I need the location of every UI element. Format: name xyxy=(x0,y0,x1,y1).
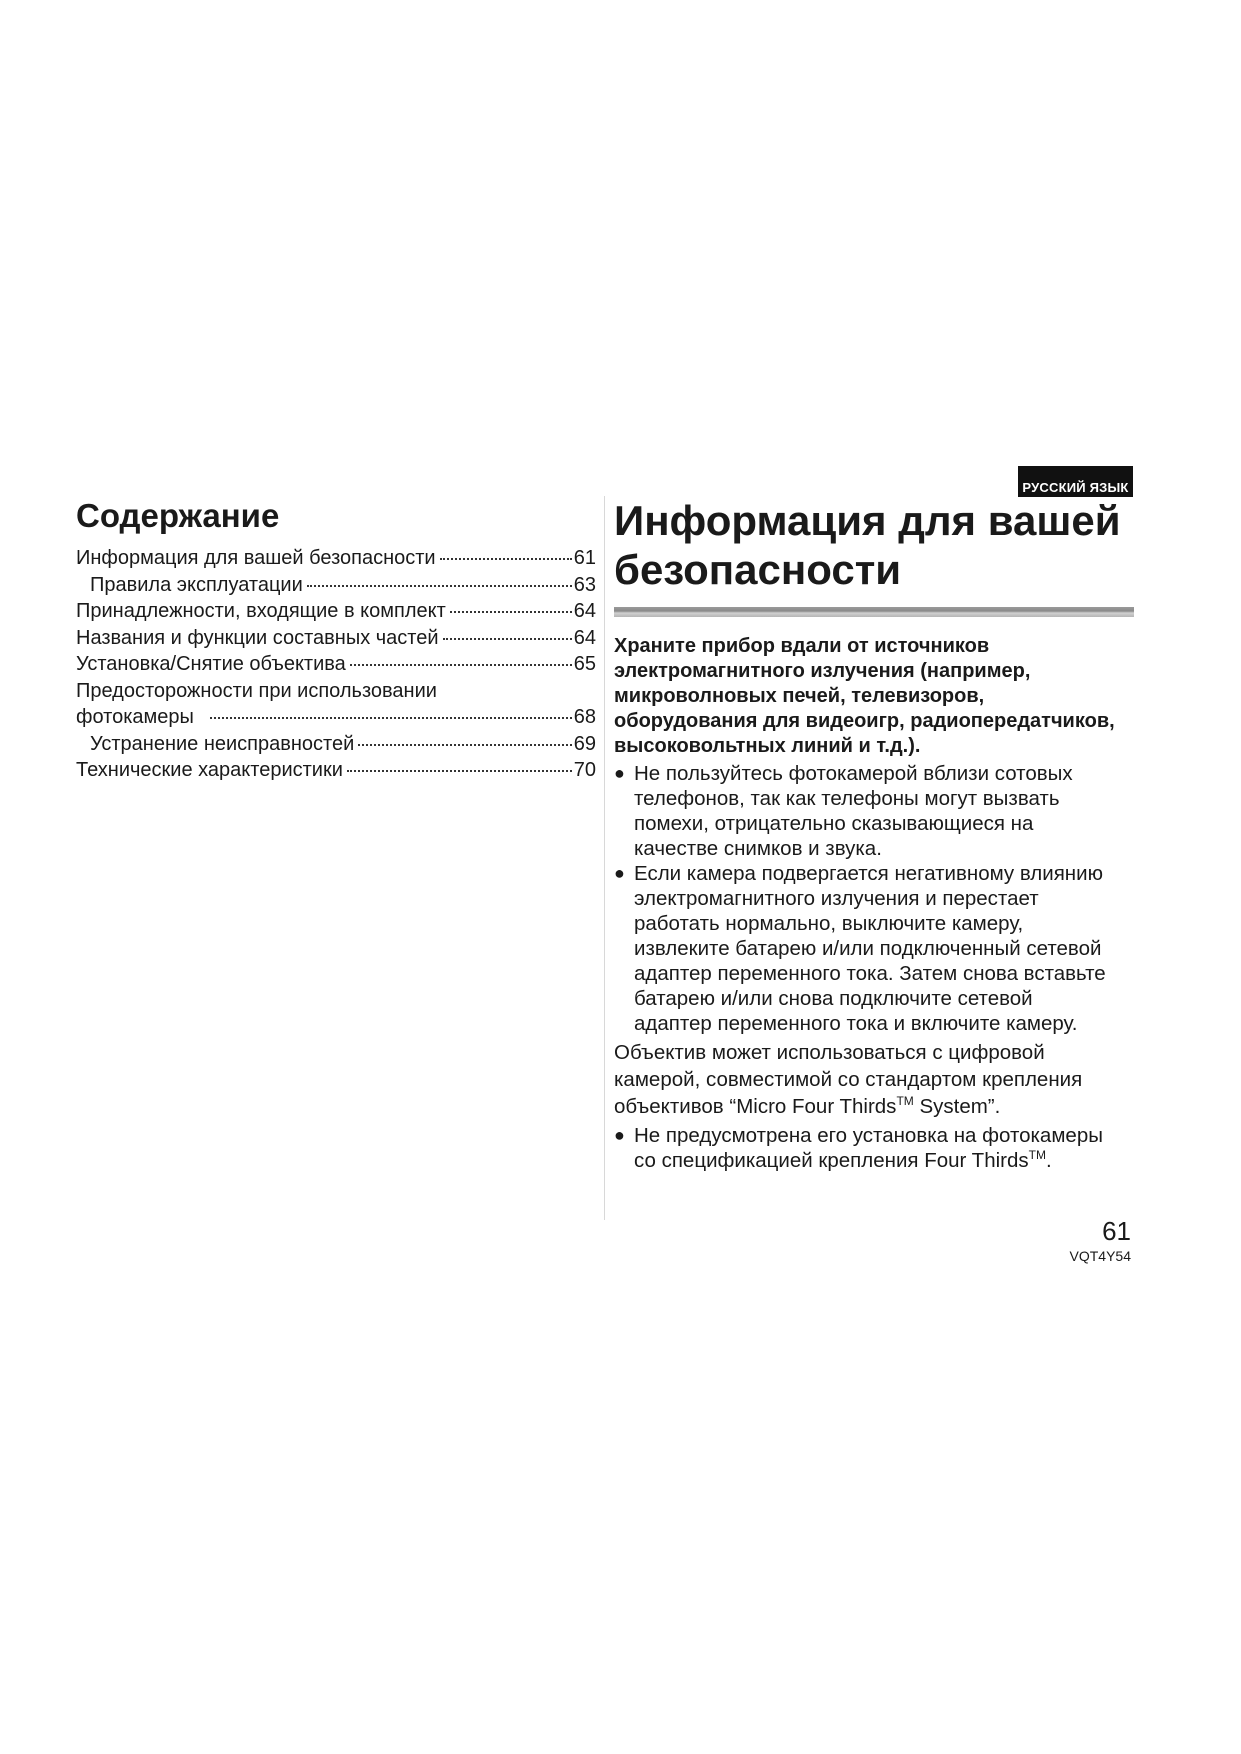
trademark-mark: TM xyxy=(896,1094,914,1108)
toc-leader-dots xyxy=(450,610,572,613)
table-of-contents xyxy=(76,496,596,784)
toc-entry-label: Технические характеристики xyxy=(76,759,343,781)
bullet-item xyxy=(614,761,1134,861)
paragraph-line: Объектив может использоваться с цифровой xyxy=(614,1041,1045,1064)
toc-entry-page: 64 xyxy=(573,600,596,622)
toc-entry-page: 69 xyxy=(573,732,596,755)
bullet-line: адаптер переменного тока и включите камеру. xyxy=(634,1012,1078,1035)
bullet-item xyxy=(614,861,1134,1036)
toc-leader-dots xyxy=(443,637,572,640)
bullet-line: помехи, отрицательно сказывающиеся на xyxy=(634,812,1034,835)
bullet-item xyxy=(614,1123,1134,1173)
title-rule xyxy=(614,607,1134,617)
toc-leader-dots xyxy=(350,663,572,666)
warning-line: электромагнитного излучения (например, xyxy=(614,660,1031,682)
toc-entry[interactable] xyxy=(76,625,596,652)
warning-line: Храните прибор вдали от источников xyxy=(614,635,990,657)
toc-entry[interactable] xyxy=(76,651,596,678)
bullet-line: адаптер переменного тока. Затем снова вставьте xyxy=(634,962,1106,985)
toc-entry-label: Правила эксплуатации xyxy=(90,573,303,596)
trademark-mark: TM xyxy=(1028,1148,1046,1162)
toc-entry[interactable] xyxy=(76,545,596,572)
bullet-icon: ● xyxy=(614,763,625,783)
section-title xyxy=(614,496,1134,594)
document-code: VQT4Y54 xyxy=(1069,1248,1131,1264)
section-title-line: Информация для вашей xyxy=(614,497,1121,544)
toc-leader-dots xyxy=(307,584,572,587)
warning-text xyxy=(614,634,1134,759)
paragraph-line: камерой, совместимой со стандартом крепления xyxy=(614,1068,1083,1091)
bullet-icon: ● xyxy=(614,1125,625,1145)
warning-line: микроволновых печей, телевизоров, xyxy=(614,685,985,707)
toc-entry-page: 63 xyxy=(573,573,596,596)
toc-leader-dots xyxy=(440,557,572,560)
column-divider xyxy=(604,496,605,1220)
toc-entry-label: Установка/Снятие объектива xyxy=(76,653,346,675)
toc-entry-label: фотокамеры xyxy=(76,706,194,728)
toc-entry[interactable] xyxy=(76,757,596,784)
bullet-line: Если камера подвергается негативному влиянию xyxy=(634,862,1103,885)
toc-title: Содержание xyxy=(76,497,280,534)
toc-entry-label: Названия и функции составных частей xyxy=(76,626,439,649)
bullet-line: качестве снимков и звука. xyxy=(634,837,882,860)
warning-line: оборудования для видеоигр, радиопередатчиков, xyxy=(614,710,1115,732)
warning-line: высоковольтных линий и т.д.). xyxy=(614,735,921,757)
bullet-line: . xyxy=(1045,1149,1052,1172)
toc-entry-page: 68 xyxy=(573,706,596,728)
bullet-line: Не предусмотрена его установка на фотокамеры xyxy=(634,1124,1103,1147)
bullet-line: извлеките батарею и/или подключенный сетевой xyxy=(634,937,1102,960)
toc-entry[interactable] xyxy=(76,704,596,731)
bullet-line: Не пользуйтесь фотокамерой вблизи сотовых xyxy=(634,762,1073,785)
page-number: 61 xyxy=(1102,1216,1131,1246)
section-title-line: безопасности xyxy=(614,546,902,593)
toc-leader-dots xyxy=(347,769,572,772)
toc-entry-page: 65 xyxy=(573,653,596,675)
toc-entry-label: Принадлежности, входящие в комплект xyxy=(76,600,446,622)
paragraph-line: System”. xyxy=(913,1095,1001,1118)
toc-leader-dots xyxy=(358,743,571,746)
bullet-icon: ● xyxy=(614,863,625,883)
toc-entry-page: 70 xyxy=(573,759,596,781)
lens-compatibility-paragraph xyxy=(614,1039,1134,1120)
toc-entry-label: Информация для вашей безопасности xyxy=(76,547,436,569)
bullet-line: электромагнитного излучения и перестает xyxy=(634,887,1039,910)
toc-entry[interactable] xyxy=(76,598,596,625)
toc-entry-label: Устранение неисправностей xyxy=(90,732,355,755)
bullet-line: батарею и/или снова подключите сетевой xyxy=(634,987,1033,1010)
bullet-line: телефонов, так как телефоны могут вызвать xyxy=(634,787,1060,810)
language-badge: РУССКИЙ ЯЗЫК xyxy=(1018,466,1133,497)
toc-entry-page: 61 xyxy=(573,547,596,569)
bullet-line: работать нормально, выключите камеру, xyxy=(634,912,1024,935)
toc-entry-page: 64 xyxy=(573,626,596,649)
bullet-line: со спецификацией крепления Four Thirds xyxy=(634,1149,1029,1172)
toc-entry-label-line1: Предосторожности при использовании xyxy=(76,679,437,702)
safety-section xyxy=(614,496,1134,1173)
toc-entry[interactable] xyxy=(76,731,596,758)
toc-entry[interactable] xyxy=(76,572,596,599)
paragraph-line: объективов “Micro Four Thirds xyxy=(614,1095,897,1118)
toc-leader-dots xyxy=(210,716,572,719)
